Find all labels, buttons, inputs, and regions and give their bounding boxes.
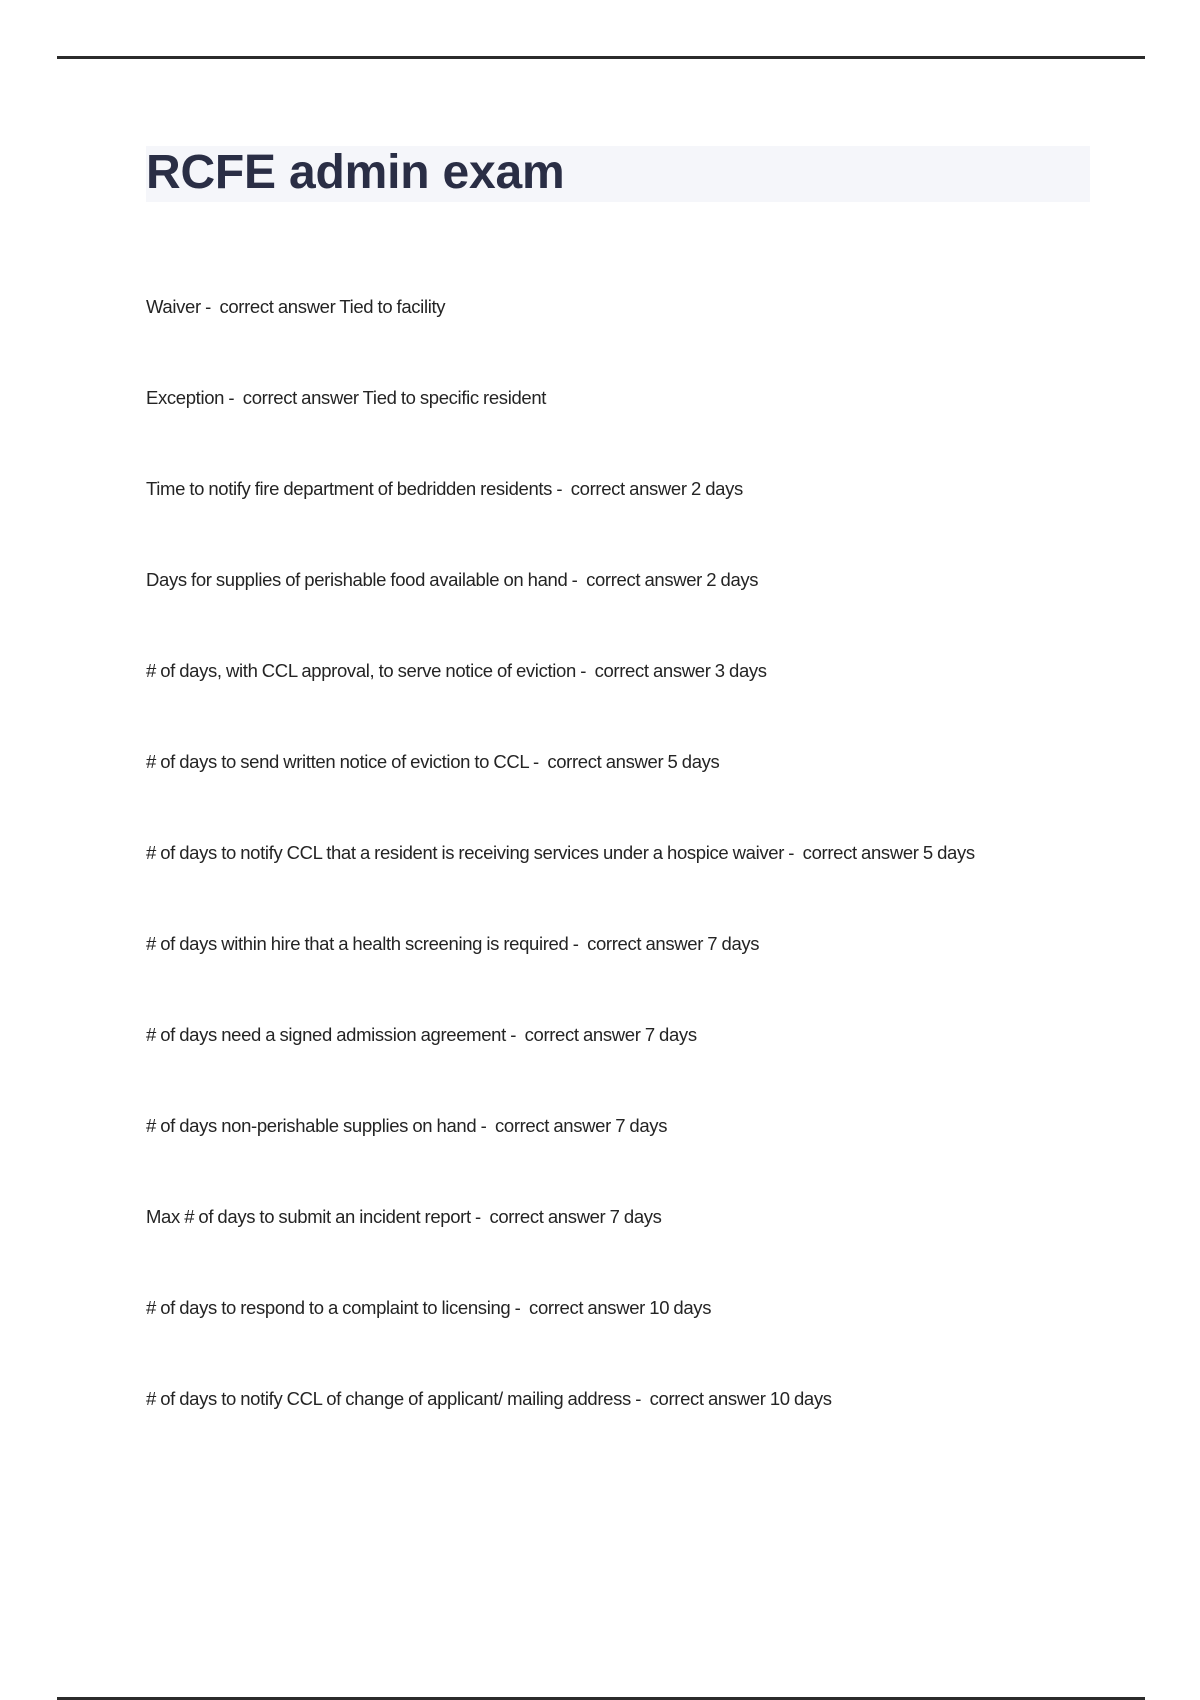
question-text: # of days within hire that a health screening is required	[146, 933, 569, 954]
answer-text: 7 days	[707, 933, 760, 954]
qa-item	[146, 839, 1076, 867]
header-rule	[57, 56, 1145, 59]
answer-separator: - correct answer	[568, 933, 708, 954]
answer-separator: - correct answer	[784, 842, 923, 863]
qa-item	[146, 566, 1076, 594]
answer-separator: - correct answer	[510, 1297, 650, 1318]
qa-item	[146, 1203, 1076, 1231]
answer-text: 2 days	[690, 478, 743, 499]
answer-text: 10 days	[649, 1297, 712, 1318]
qa-item	[146, 657, 1076, 685]
answer-separator: - correct answer	[552, 478, 691, 499]
answer-separator: - correct answer	[200, 296, 340, 317]
page-title: RCFE admin exam	[146, 146, 565, 199]
qa-item	[146, 930, 1076, 958]
answer-text: 2 days	[706, 569, 759, 590]
question-text: Exception	[146, 387, 225, 408]
answer-text: 3 days	[714, 660, 767, 681]
qa-item	[146, 748, 1076, 776]
answer-separator: - correct answer	[505, 1024, 645, 1045]
answer-separator: - correct answer	[470, 1206, 610, 1227]
qa-item	[146, 475, 1076, 503]
qa-list	[146, 293, 1076, 1476]
answer-separator: - correct answer	[567, 569, 707, 590]
question-text: # of days need a signed admission agreement	[146, 1024, 506, 1045]
question-text: Time to notify fire department of bedridden residents	[146, 478, 553, 499]
question-text: # of days non-perishable supplies on hand	[146, 1115, 477, 1136]
question-text: Days for supplies of perishable food available on hand	[146, 569, 568, 590]
qa-item	[146, 1294, 1076, 1322]
answer-separator: - correct answer	[476, 1115, 616, 1136]
answer-text: 7 days	[644, 1024, 697, 1045]
qa-item	[146, 293, 1076, 321]
answer-text: 7 days	[609, 1206, 662, 1227]
answer-separator: - correct answer	[575, 660, 715, 681]
answer-text: 5 days	[922, 842, 975, 863]
answer-text: 10 days	[769, 1388, 832, 1409]
answer-text: 5 days	[667, 751, 720, 772]
qa-item	[146, 1112, 1076, 1140]
question-text: # of days to respond to a complaint to licensing	[146, 1297, 511, 1318]
question-text: Max # of days to submit an incident report	[146, 1206, 471, 1227]
question-text: # of days to notify CCL of change of applicant/ mailing address	[146, 1388, 631, 1409]
answer-separator: - correct answer	[528, 751, 668, 772]
answer-separator: - correct answer	[224, 387, 363, 408]
question-text: Waiver	[146, 296, 201, 317]
qa-item	[146, 384, 1076, 412]
answer-text: 7 days	[615, 1115, 668, 1136]
qa-item	[146, 1021, 1076, 1049]
answer-text: Tied to specific resident	[362, 387, 547, 408]
question-text: # of days to send written notice of eviction to CCL	[146, 751, 529, 772]
question-text: # of days, with CCL approval, to serve notice of eviction	[146, 660, 576, 681]
answer-text: Tied to facility	[339, 296, 446, 317]
question-text: # of days to notify CCL that a resident is receiving services under a hospice waiver	[146, 842, 784, 863]
answer-separator: - correct answer	[630, 1388, 770, 1409]
qa-item	[146, 1385, 1076, 1413]
